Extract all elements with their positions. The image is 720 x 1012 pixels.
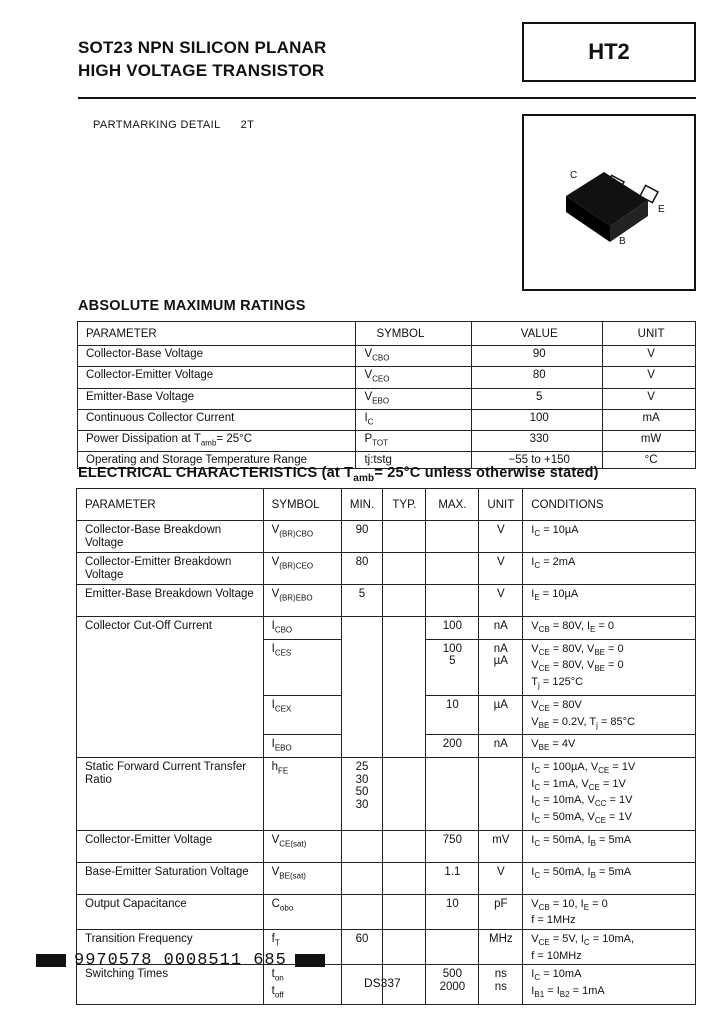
col-min: MIN. [341, 489, 383, 521]
min-cell: 80 [341, 553, 383, 585]
max-cell [426, 521, 479, 553]
col-typ: TYP. [383, 489, 426, 521]
document-title [78, 36, 327, 82]
max-cell: 100 [426, 617, 479, 640]
unit-cell: µA [479, 695, 523, 734]
value-cell: 90 [472, 346, 603, 367]
param-cell: Continuous Collector Current [78, 409, 356, 430]
col-conditions: CONDITIONS [523, 489, 696, 521]
unit-cell: nA µA [479, 639, 523, 695]
typ-cell [383, 585, 426, 617]
unit-cell: nA [479, 617, 523, 640]
max-cell [426, 585, 479, 617]
electrical-characteristics-table [76, 488, 696, 1005]
partmarking-code: 2T [240, 119, 255, 131]
unit-cell: mV [479, 830, 523, 862]
symbol-cell: $V_{CBO}$ [356, 346, 472, 367]
header-divider [78, 97, 696, 99]
value-cell: 100 [472, 409, 603, 430]
max-cell [426, 553, 479, 585]
value-cell: −55 to +150 [472, 452, 603, 469]
table-row [77, 830, 696, 862]
table-header-row [77, 489, 696, 521]
param-cell: Collector-Base Breakdown Voltage [77, 521, 264, 553]
table-row [78, 367, 696, 388]
param-cell: Transition Frequency [77, 929, 264, 964]
min-cell [341, 830, 383, 862]
param-cell: Static Forward Current Transfer Ratio [77, 758, 264, 831]
conditions-cell: $V_{CB} = 10$, $I_E = 0$ f = 1MHz [523, 894, 696, 929]
typ-cell [383, 894, 426, 929]
unit-cell: mA [603, 409, 696, 430]
title-line-2: HIGH VOLTAGE TRANSISTOR [78, 61, 325, 80]
pin-b-label: B [619, 236, 626, 247]
col-symbol: SYMBOL [356, 322, 472, 346]
title-line-1: SOT23 NPN SILICON PLANAR [78, 38, 327, 57]
symbol-cell: $V_{BE(sat)}$ [263, 862, 341, 894]
min-cell: 90 [341, 521, 383, 553]
symbol-cell: $I_C$ [356, 409, 472, 430]
min-cell [341, 617, 383, 758]
param-cell: Collector-Emitter Voltage [77, 830, 264, 862]
param-cell: Collector Cut-Off Current [77, 617, 264, 758]
unit-cell: V [603, 367, 696, 388]
symbol-cell: $V_{(BR)EBO}$ [263, 585, 341, 617]
symbol-cell: $I_{EBO}$ [263, 735, 341, 758]
unit-cell: mW [603, 431, 696, 452]
max-cell: 100 5 [426, 639, 479, 695]
absolute-max-ratings-table [77, 321, 696, 469]
unit-cell: V [479, 521, 523, 553]
conditions-cell: $I_C = 50mA$, $I_B = 5mA$ [523, 830, 696, 862]
max-cell: 1.1 [426, 862, 479, 894]
part-number-box [522, 22, 696, 82]
col-unit: UNIT [479, 489, 523, 521]
conditions-cell: $V_{CE} = 5V$, $I_C = 10mA$, f = 10MHz [523, 929, 696, 964]
typ-cell [383, 758, 426, 831]
param-cell: Collector-Emitter Voltage [78, 367, 356, 388]
table-row [77, 894, 696, 929]
typ-cell [383, 521, 426, 553]
unit-cell: °C [603, 452, 696, 469]
max-cell: 500 2000 [426, 965, 479, 1005]
typ-cell [383, 617, 426, 758]
unit-cell: V [479, 862, 523, 894]
param-cell: Emitter-Base Voltage [78, 388, 356, 409]
symbol-cell: $t_{on}$ $t_{off}$ [263, 965, 341, 1005]
symbol-cell: $V_{(BR)CBO}$ [263, 521, 341, 553]
max-cell [426, 929, 479, 964]
symbol-cell: $V_{CE(sat)}$ [263, 830, 341, 862]
value-cell: 80 [472, 367, 603, 388]
symbol-cell: $f_T$ [263, 929, 341, 964]
param-cell: Collector-Base Voltage [78, 346, 356, 367]
ec-heading: ELECTRICAL CHARACTERISTICS (at $T_{amb}= 25^\circ C$ unless otherwise stated) [78, 465, 599, 484]
symbol-cell: $h_{FE}$ [263, 758, 341, 831]
unit-cell: V [479, 585, 523, 617]
table-row [77, 862, 696, 894]
symbol-cell: $V_{(BR)CEO}$ [263, 553, 341, 585]
col-parameter: PARAMETER [78, 322, 356, 346]
table-row [77, 758, 696, 831]
unit-cell: V [603, 346, 696, 367]
amr-heading: ABSOLUTE MAXIMUM RATINGS [78, 298, 306, 314]
symbol-cell: $V_{CEO}$ [356, 367, 472, 388]
min-cell [341, 862, 383, 894]
conditions-cell: $I_C = 50mA$, $I_B = 5mA$ [523, 862, 696, 894]
conditions-cell: $I_E = 10\mu A$ [523, 585, 696, 617]
symbol-cell: $C_{obo}$ [263, 894, 341, 929]
conditions-cell: $V_{CB} = 80V$, $I_E = 0$ [523, 617, 696, 640]
param-cell: Emitter-Base Breakdown Voltage [77, 585, 264, 617]
sot23-package-icon [524, 116, 698, 293]
symbol-cell: $P_{TOT}$ [356, 431, 472, 452]
table-row [78, 409, 696, 430]
typ-cell [383, 830, 426, 862]
table-row [78, 346, 696, 367]
min-cell: 25 30 50 30 [341, 758, 383, 831]
partmarking-label: PARTMARKING DETAIL [93, 119, 221, 131]
max-cell: 10 [426, 894, 479, 929]
max-cell [426, 758, 479, 831]
pin-e-label: E [658, 204, 665, 215]
col-unit: UNIT [603, 322, 696, 346]
barcode-block-left [36, 954, 66, 967]
symbol-cell: $I_{CES}$ [263, 639, 341, 695]
conditions-cell: $V_{CE} = 80V$, $V_{BE} = 0$ $V_{CE} = 80V$, $V_{BE} = 0$ $T_j = 125^\circ C$ [523, 639, 696, 695]
partmarking-detail [93, 119, 254, 131]
max-cell: 750 [426, 830, 479, 862]
unit-cell [479, 758, 523, 831]
symbol-cell: $V_{EBO}$ [356, 388, 472, 409]
table-row [77, 585, 696, 617]
symbol-cell: tj:tstg [356, 452, 472, 469]
typ-cell [383, 553, 426, 585]
symbol-cell: $I_{CBO}$ [263, 617, 341, 640]
unit-cell: MHz [479, 929, 523, 964]
col-max: MAX. [426, 489, 479, 521]
symbol-cell: $I_{CEX}$ [263, 695, 341, 734]
param-cell: Base-Emitter Saturation Voltage [77, 862, 264, 894]
conditions-cell: $I_C = 2mA$ [523, 553, 696, 585]
col-symbol: SYMBOL [263, 489, 341, 521]
value-cell: 5 [472, 388, 603, 409]
unit-cell: V [603, 388, 696, 409]
min-cell: 60 [341, 929, 383, 964]
barcode-line [36, 951, 325, 970]
table-row [77, 521, 696, 553]
conditions-cell: $I_C = 10mA$ $I_{B1} = I_{B2} = 1mA$ [523, 965, 696, 1005]
value-cell: 330 [472, 431, 603, 452]
param-cell: Output Capacitance [77, 894, 264, 929]
unit-cell: ns ns [479, 965, 523, 1005]
table-row [77, 553, 696, 585]
param-cell: Operating and Storage Temperature Range [78, 452, 356, 469]
conditions-cell: $V_{BE} = 4V$ [523, 735, 696, 758]
part-number: HT2 [588, 39, 630, 64]
table-row [78, 388, 696, 409]
typ-cell [383, 862, 426, 894]
document-number: DS337 [364, 976, 401, 990]
param-cell: Collector-Emitter Breakdown Voltage [77, 553, 264, 585]
conditions-cell: $I_C = 100\mu A$, $V_{CE} = 1V$ $I_C = 1mA$, $V_{CE} = 1V$ $I_C = 10mA$, $V_{CC} = 1V$ $I_C = 50mA$, $V_{CE} = 1V$ [523, 758, 696, 831]
table-row [78, 431, 696, 452]
conditions-cell: $I_C = 10\mu A$ [523, 521, 696, 553]
col-parameter: PARAMETER [77, 489, 264, 521]
barcode-block-right [295, 954, 325, 967]
package-diagram [522, 114, 696, 291]
table-row [77, 617, 696, 640]
max-cell: 200 [426, 735, 479, 758]
pin-c-label: C [570, 170, 578, 181]
param-cell: Power Dissipation at $T_{amb}= 25^\circ C$ [78, 431, 356, 452]
min-cell: 5 [341, 585, 383, 617]
barcode-text: 9970578 0008511 685 [74, 951, 287, 970]
unit-cell: nA [479, 735, 523, 758]
table-header-row [78, 322, 696, 346]
max-cell: 10 [426, 695, 479, 734]
unit-cell: V [479, 553, 523, 585]
conditions-cell: $V_{CE} = 80V$ $V_{BE} = 0.2V$, $T_j = 85^\circ C$ [523, 695, 696, 734]
min-cell [341, 894, 383, 929]
col-value: VALUE [472, 322, 603, 346]
typ-cell [383, 929, 426, 964]
unit-cell: pF [479, 894, 523, 929]
param-cell: Switching Times [77, 965, 264, 1005]
